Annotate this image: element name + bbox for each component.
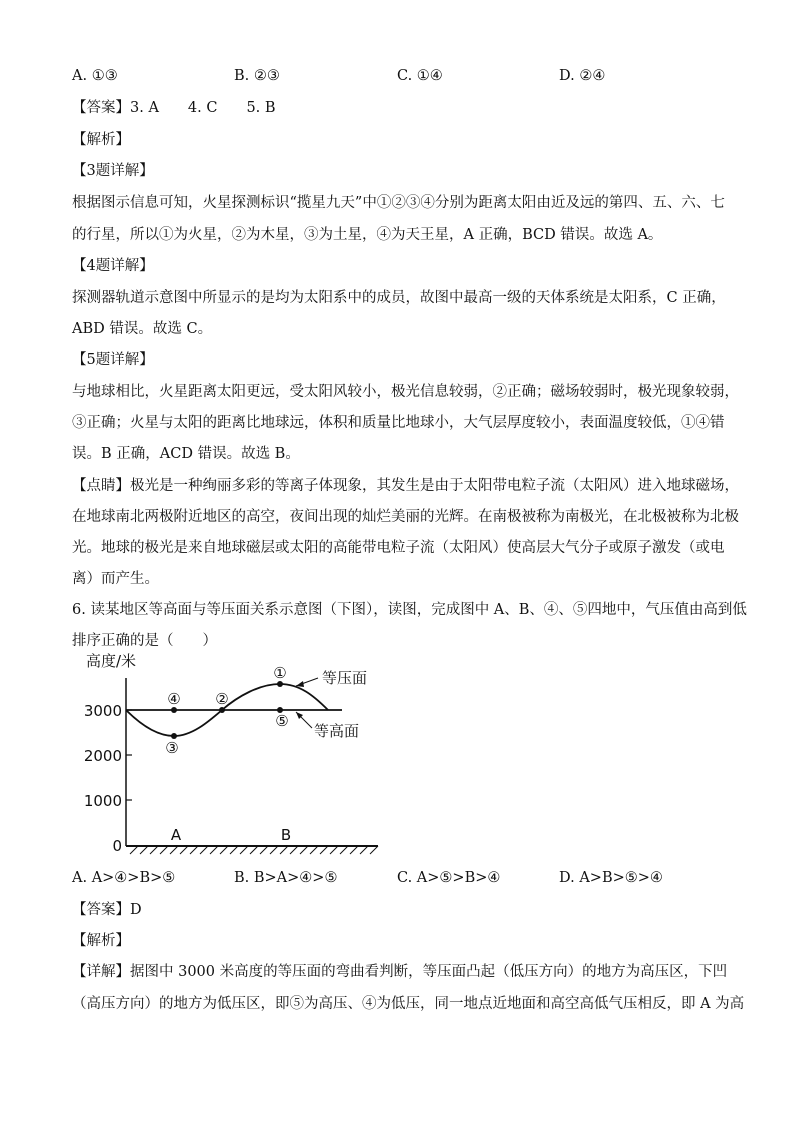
point-4-label: ④ [167,690,181,708]
q6-stem-line-2: 排序正确的是（ ） [72,633,217,649]
q5-heading: 【5题详解】 [72,352,154,368]
isobar-label: 等压面 [322,669,368,687]
isohypse-label: 等高面 [314,722,360,740]
isobar-diagram [70,650,390,860]
tip-line-3: 光。地球的极光是来自地球磁层或太阳的高能带电粒子流（太阳风）使高层大气分子或原子激发（或电 [72,540,725,556]
q3-line-2: 的行星，所以①为火星，②为木星，③为土星，④为天王星，A 正确，BCD 错误。故选 A。 [72,227,663,243]
q3-line-1: 根据图示信息可知，火星探测标识“揽星九天”中①②③④分别为距离太阳由近及远的第四、五、六、七 [72,195,725,211]
tip-line-1: 【点睛】极光是一种绚丽多彩的等离子体现象，其发生是由于太阳带电粒子流（太阳风）进入地球磁场， [72,478,739,494]
option-d: D. ②④ [559,68,606,84]
q4-heading: 【4题详解】 [72,258,154,274]
point-3-label: ③ [165,739,179,757]
ground-label-b: B [280,826,292,844]
option-a: A. ①③ [72,68,118,84]
option-c: C. A>⑤>B>④ [397,870,501,886]
q6-detail-line-1: 【详解】据图中 3000 米高度的等压面的弯曲看判断，等压面凸起（低压方向）的地方为高压区，下凹 [72,964,728,980]
option-a: A. A>④>B>⑤ [72,870,176,886]
q2-options [72,66,732,86]
q5-line-1: 与地球相比，火星距离太阳更远，受太阳风较小，极光信息较弱，②正确；磁场较弱时，极光现象较弱， [72,384,739,400]
q6-detail-line-2: （高压方向）的地方为低压区，即⑤为高压、④为低压，同一地点近地面和高空高低气压相反，即 A 为高 [72,996,745,1012]
ground-hatching [130,846,378,854]
y-axis-label: 高度/米 [86,652,137,670]
q6-options [72,868,732,888]
point-2-label: ② [215,690,229,708]
tip-line-4: 离）而产生。 [72,571,159,587]
q3-heading: 【3题详解】 [72,163,154,179]
ground-label-a: A [170,826,182,844]
ytick-1000: 1000 [83,792,122,810]
option-d: D. A>B>⑤>④ [559,870,663,886]
isobar-arrowhead [296,681,304,687]
q6-stem-line-1: 6. 读某地区等高面与等压面关系示意图（下图），读图，完成图中 A、B、④、⑤四地中，气压值由高到低 [72,602,747,618]
ytick-0: 0 [112,837,122,855]
tip-line-2: 在地球南北两极附近地区的高空，夜间出现的灿烂美丽的光辉。在南极被称为南极光，在北极被称为北极 [72,509,739,525]
q4-line-2: ABD 错误。故选 C。 [72,321,213,337]
q6-answer: 【答案】D [72,902,142,918]
option-b: B. B>A>④>⑤ [234,870,338,886]
ytick-2000: 2000 [83,747,122,765]
option-c: C. ①④ [397,68,443,84]
q6-analysis-label: 【解析】 [72,933,130,949]
q4-line-1: 探测器轨道示意图中所显示的是均为太阳系中的成员，故图中最高一级的天体系统是太阳系，C 正确， [72,290,726,306]
q5-line-3: 误。B 正确，ACD 错误。故选 B。 [72,446,300,462]
analysis-label: 【解析】 [72,132,130,148]
option-b: B. ②③ [234,68,280,84]
point-1-label: ① [273,664,287,682]
point-5-label: ⑤ [275,712,289,730]
ytick-3000: 3000 [83,702,122,720]
q5-line-2: ③正确；火星与太阳的距离比地球远，体积和质量比地球小，大气层厚度较小，表面温度较低，①④错 [72,415,725,431]
answer-3-5: 【答案】3. A 4. C 5. B [72,100,276,116]
